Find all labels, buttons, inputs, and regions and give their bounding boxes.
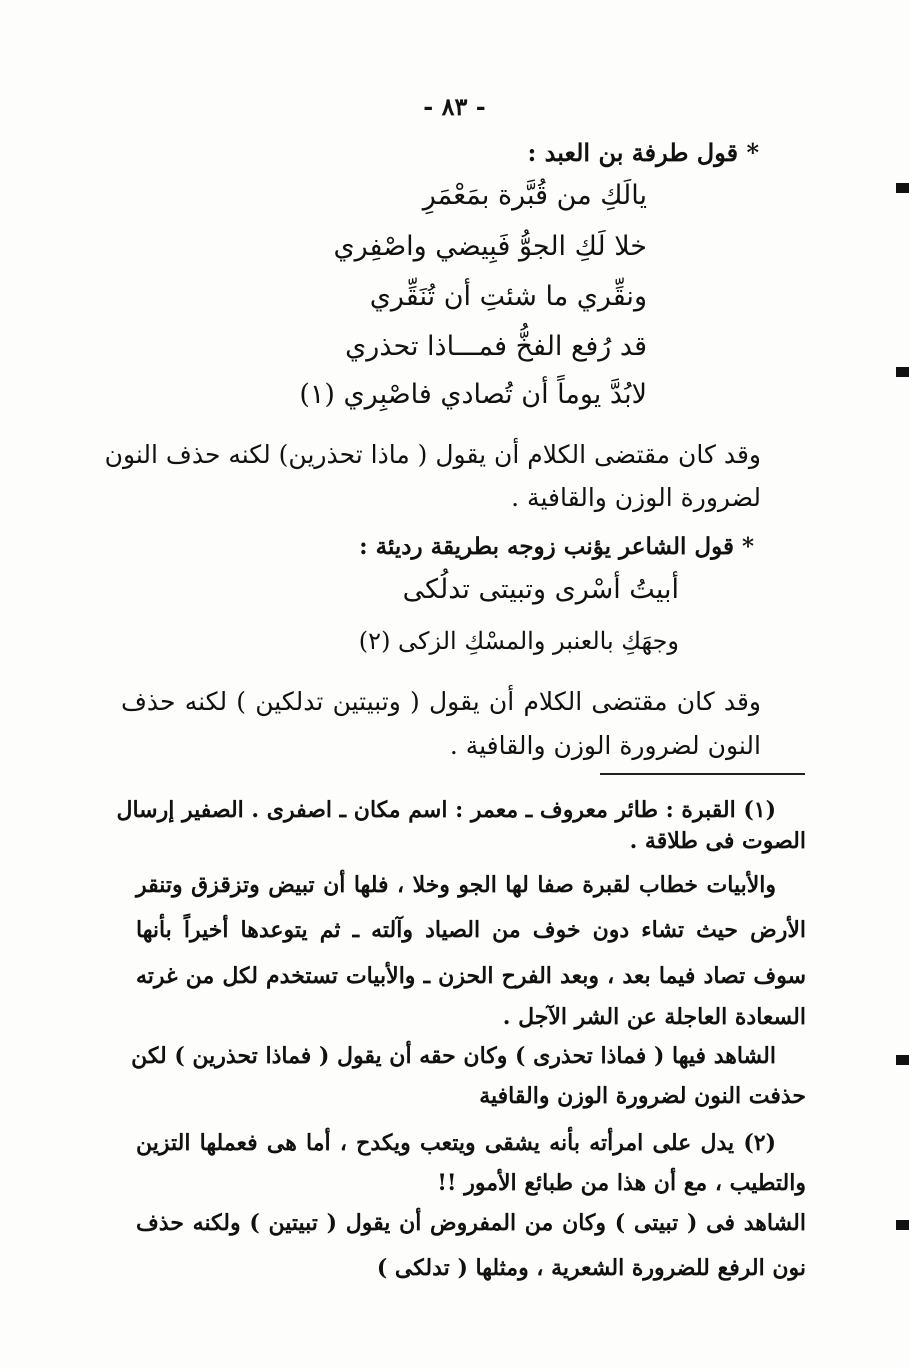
footnote-line: والأبيات خطاب لقبرة صفا لها الجو وخلا ، فلها أن تبيض وتزقزق وتنقر: [136, 872, 776, 898]
margin-mark: [896, 367, 909, 377]
commentary-line: لضرورة الوزن والقافية .: [511, 483, 761, 512]
footnote-line: الشاهد فيها ( فماذا تحذرى ) وكان حقه أن يقول ( فماذا تحذرين ) لكن: [131, 1043, 776, 1069]
footnote-line: نون الرفع للضرورة الشعرية ، ومثلها ( تدلكى ): [376, 1255, 806, 1281]
footnote-line: الشاهد فى ( تبيتى ) وكان من المفروض أن يقول ( تبيتين ) ولكنه حذف: [136, 1210, 806, 1236]
commentary-line: وقد كان مقتضى الكلام أن يقول ( وتبيتين تدلكين ) لكنه حذف: [121, 687, 761, 716]
verse-line: ونقِّري ما شئتِ أن تُنَقِّري: [369, 281, 647, 312]
footnote-line: (١) القبرة : طائر معروف ـ معمر : اسم مكان ـ اصفرى . الصفير إرسال: [116, 797, 776, 823]
margin-mark: [896, 183, 909, 193]
section-heading: * قول الشاعر يؤنب زوجه بطريقة رديئة :: [359, 533, 754, 560]
page-number: - ٨٣ -: [423, 92, 486, 121]
verse-line: يالَكِ من قُبَّرة بمَعْمَرِ: [422, 180, 647, 211]
verse-line: خلا لَكِ الجوُّ فَبِيضي واصْفِري: [333, 231, 647, 262]
margin-mark: [896, 1220, 909, 1230]
footnote-line: حذفت النون لضرورة الوزن والقافية: [479, 1083, 806, 1109]
commentary-line: وقد كان مقتضى الكلام أن يقول ( ماذا تحذرين) لكنه حذف النون: [104, 440, 761, 469]
verse-line: أبيتُ أسْرى وتبيتى تدلُكى: [402, 574, 679, 605]
footnote-line: الصوت فى طلاقة .: [629, 828, 806, 854]
footnote-line: سوف تصاد فيما بعد ، وبعد الفرح الحزن ـ والأبيات تستخدم لكل من غرته: [136, 963, 806, 989]
footnote-line: السعادة العاجلة عن الشر الآجل .: [502, 1004, 806, 1030]
verse-line: قد رُفع الفخُّ فمـــاذا تحذري: [345, 331, 647, 362]
footnote-line: (٢) يدل على امرأته بأنه يشقى ويتعب ويكدح ، أما هى فعملها التزين: [136, 1130, 776, 1156]
commentary-line: النون لضرورة الوزن والقافية .: [449, 731, 761, 760]
verse-line: وجهَكِ بالعنبر والمسْكِ الزكى (٢): [358, 627, 679, 655]
footnote-separator: [600, 773, 805, 775]
section-heading: * قول طرفة بن العبد :: [527, 138, 759, 167]
verse-line: لابُدَّ يوماً أن تُصادي فاصْبِري (١): [299, 379, 647, 410]
footnote-line: الأرض حيث تشاء دون خوف من الصياد وآلته ـ ثم يتوعدها أخيراً بأنها: [136, 917, 806, 943]
footnote-line: والتطيب ، مع أن هذا من طبائع الأمور !!: [437, 1170, 806, 1196]
margin-mark: [896, 1055, 909, 1065]
